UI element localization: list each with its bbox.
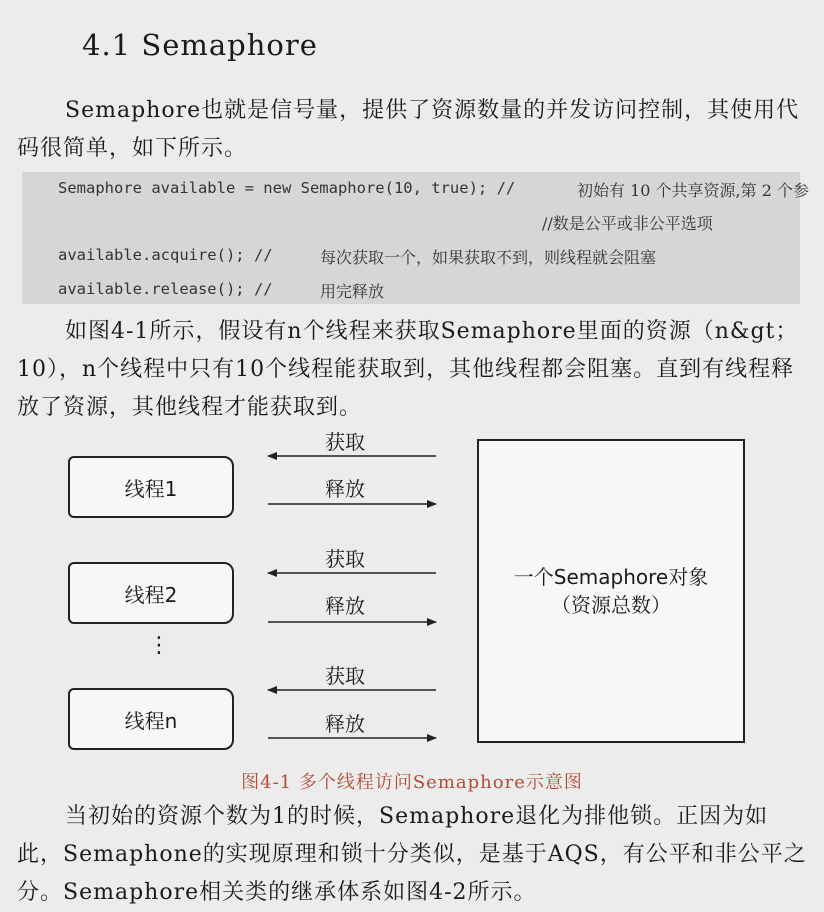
acquire-label-2: 获取 bbox=[325, 547, 365, 571]
thread-box-1: 线程1 bbox=[68, 456, 234, 518]
code-comment-1: 初始有 10 个共享资源,第 2 个参 bbox=[577, 181, 809, 200]
code-comment-3: 每次获取一个，如果获取不到，则线程就会阻塞 bbox=[320, 248, 657, 267]
code-line-3: available.acquire(); // bbox=[58, 246, 273, 264]
code-block bbox=[22, 172, 809, 304]
code-comment-4: 用完释放 bbox=[320, 282, 385, 301]
acquire-label-1: 获取 bbox=[325, 430, 365, 454]
code-line-4: available.release(); // bbox=[58, 280, 273, 298]
semaphore-diagram bbox=[0, 420, 824, 780]
release-label-1: 释放 bbox=[325, 477, 365, 501]
release-label-2: 释放 bbox=[325, 594, 365, 618]
semaphore-object-box bbox=[477, 439, 745, 743]
object-title: 一个Semaphore对象 bbox=[513, 565, 709, 589]
thread-box-2: 线程2 bbox=[68, 562, 234, 624]
ellipsis: ⋮ bbox=[148, 633, 170, 658]
closing-paragraph: 当初始的资源个数为1的时候，Semaphore退化为排他锁。正因为如此，Semaphone的实现原理和锁十分类似，是基于AQS，有公平和非公平之分。Semaphore相关类的继承体系如图4-2所示。 bbox=[17, 804, 807, 905]
object-subtitle: （资源总数） bbox=[551, 593, 671, 617]
acquire-label-3: 获取 bbox=[325, 664, 365, 688]
section-title: 4.1 Semaphore bbox=[82, 28, 318, 62]
intro-paragraph: Semaphore也就是信号量，提供了资源数量的并发访问控制，其使用代码很简单，如下所示。 bbox=[17, 98, 800, 161]
thread-box-n: 线程n bbox=[68, 688, 234, 750]
description-paragraph: 如图4-1所示，假设有n个线程来获取Semaphore里面的资源（n&gt；10），n个线程中只有10个线程能获取到，其他线程都会阻塞。直到有线程释放了资源，其他线程才能获取到。 bbox=[17, 319, 799, 420]
figure-caption: 图4-1 多个线程访问Semaphore示意图 bbox=[241, 772, 583, 793]
code-line-1: Semaphore available = new Semaphore(10, true); // bbox=[58, 179, 516, 197]
code-comment-2: //数是公平或非公平选项 bbox=[542, 214, 713, 233]
release-label-3: 释放 bbox=[325, 712, 365, 736]
